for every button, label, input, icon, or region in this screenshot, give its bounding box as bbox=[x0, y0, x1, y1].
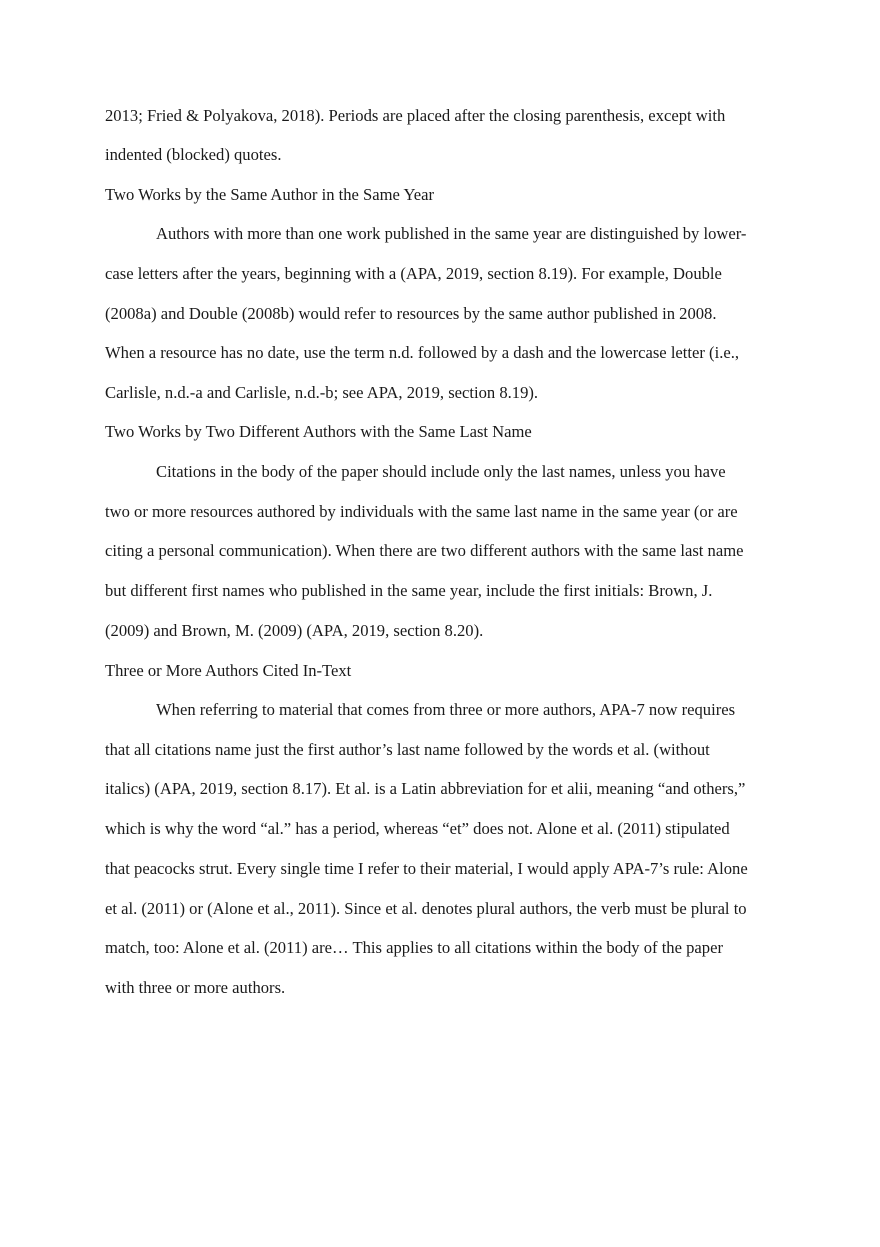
paragraph-4-line-1: When referring to material that comes from three or more authors, APA-7 now requires bbox=[156, 700, 736, 719]
paragraph-4-line-7: match, too: Alone et al. (2011) are… This applies to all citations within the body of the paper bbox=[105, 938, 723, 957]
paragraph-2-line-1: Authors with more than one work published in the same year are distinguished by lower- bbox=[156, 224, 747, 243]
paragraph-3-line-2: two or more resources authored by individuals with the same last name in the same year (or are bbox=[105, 502, 738, 521]
paragraph-1-line-2: indented (blocked) quotes. bbox=[105, 145, 282, 164]
paragraph-2-line-4: When a resource has no date, use the term n.d. followed by a dash and the lowercase letter (i.e., bbox=[105, 343, 740, 362]
paragraph-4-line-6: et al. (2011) or (Alone et al., 2011). Since et al. denotes plural authors, the verb must be plural to bbox=[105, 899, 747, 918]
paragraph-4-line-5: that peacocks strut. Every single time I refer to their material, I would apply APA-7’s rule: Alone bbox=[105, 859, 748, 878]
paragraph-2-line-5: Carlisle, n.d.-a and Carlisle, n.d.-b; see APA, 2019, section 8.19). bbox=[105, 383, 539, 402]
paragraph-3-line-1: Citations in the body of the paper should include only the last names, unless you have bbox=[156, 462, 726, 481]
paragraph-3-line-4: but different first names who published in the same year, include the first initials: Brown, J. bbox=[105, 581, 713, 600]
paragraph-2-line-3: (2008a) and Double (2008b) would refer to resources by the same author published in 2008. bbox=[105, 304, 717, 323]
paragraph-4-line-3: italics) (APA, 2019, section 8.17). Et al. is a Latin abbreviation for et alii, meaning “and others,” bbox=[105, 779, 746, 798]
section-heading-different-authors-same-last-name: Two Works by Two Different Authors with the Same Last Name bbox=[105, 422, 532, 441]
section-heading-three-or-more-authors: Three or More Authors Cited In-Text bbox=[105, 661, 352, 680]
paragraph-4-line-4: which is why the word “al.” has a period, whereas “et” does not. Alone et al. (2011) stipulated bbox=[105, 819, 730, 838]
paragraph-3-line-5: (2009) and Brown, M. (2009) (APA, 2019, section 8.20). bbox=[105, 621, 484, 640]
section-heading-same-author-same-year: Two Works by the Same Author in the Same Year bbox=[105, 185, 435, 204]
paragraph-4-line-8: with three or more authors. bbox=[105, 978, 286, 997]
paragraph-1-line-1: 2013; Fried & Polyakova, 2018). Periods are placed after the closing parenthesis, except with bbox=[105, 106, 726, 125]
paragraph-2-line-2: case letters after the years, beginning with a (APA, 2019, section 8.19). For example, Double bbox=[105, 264, 722, 283]
paragraph-3-line-3: citing a personal communication). When there are two different authors with the same last name bbox=[105, 541, 744, 560]
paragraph-4-line-2: that all citations name just the first author’s last name followed by the words et al. (without bbox=[105, 740, 710, 759]
